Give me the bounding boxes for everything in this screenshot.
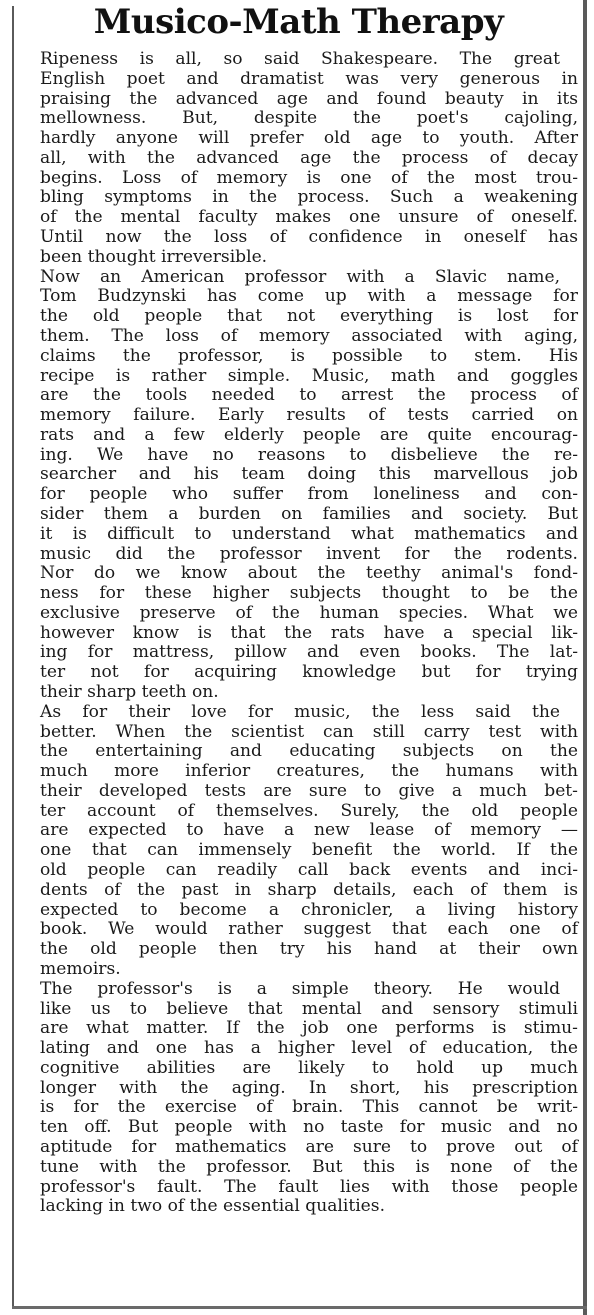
article-line: Nor do we know about the teethy animal's fond- xyxy=(40,563,579,584)
article-body xyxy=(22,50,578,1217)
article-line: Tom Budzynski has come up with a message for xyxy=(40,286,578,307)
article-line: ter account of themselves. Surely, the old people xyxy=(40,800,579,821)
article-line: one that can immensely benefit the world. If the xyxy=(40,840,578,861)
article-line: professor's fault. The fault lies with those people xyxy=(40,1176,579,1197)
article-line: The professor's is a simple theory. He would xyxy=(40,978,561,999)
article-line: ing for mattress, pillow and even books. The lat- xyxy=(40,642,579,663)
article-line: longer with the aging. In short, his prescription xyxy=(40,1077,579,1098)
article-line: the old people then try his hand at their own xyxy=(40,939,578,960)
article-line: much more inferior creatures, the humans with xyxy=(40,761,578,782)
article-line: claims the professor, is possible to stem. His xyxy=(40,345,579,366)
article-line: recipe is rather simple. Music, math and goggles xyxy=(40,365,579,386)
article-line: been thought irreversible. xyxy=(40,246,268,267)
article-line: are expected to have a new lease of memory — xyxy=(40,820,578,841)
article-line: memoirs. xyxy=(40,958,121,979)
article-line: expected to become a chronicler, a living history xyxy=(40,899,578,920)
article-line: them. The loss of memory associated with aging, xyxy=(40,325,579,346)
article-line: music did the professor invent for the rodents. xyxy=(40,543,578,564)
article-line: however know is that the rats have a special lik- xyxy=(40,622,578,643)
article-line: book. We would rather suggest that each one of xyxy=(40,919,579,940)
article-line: lating and one has a higher level of education, the xyxy=(40,1038,579,1059)
article-line: exclusive preserve of the human species. What we xyxy=(40,602,578,623)
article-line: ter not for acquiring knowledge but for trying xyxy=(40,662,578,683)
article-line: for people who suffer from loneliness and con- xyxy=(40,484,579,505)
article-line: of the mental faculty makes one unsure of oneself. xyxy=(40,207,578,228)
article-line: are the tools needed to arrest the process of xyxy=(40,385,578,406)
article-line: is for the exercise of brain. This cannot be writ- xyxy=(40,1097,579,1118)
article-line: all, with the advanced age the process of decay xyxy=(40,147,579,168)
article-paragraph xyxy=(22,50,578,268)
article-line: searcher and his team doing this marvellous job xyxy=(40,464,578,485)
article-paragraph xyxy=(22,268,578,703)
article-line: dents of the past in sharp details, each of them is xyxy=(40,879,579,900)
article-line: lacking in two of the essential qualities. xyxy=(40,1196,386,1217)
article-line: Until now the loss of confidence in oneself has xyxy=(40,227,578,248)
article-line: sider them a burden on families and society. But xyxy=(40,503,578,524)
article-line: the old people that not everything is lost for xyxy=(40,306,579,327)
article-line: praising the advanced age and found beauty in its xyxy=(40,88,578,109)
article-line: better. When the scientist can still carry test with xyxy=(40,721,578,742)
article-line: begins. Loss of memory is one of the most trou- xyxy=(40,167,579,188)
article-line: aptitude for mathematics are sure to prove out of xyxy=(40,1136,578,1157)
article-headline: Musico-Math Therapy xyxy=(93,2,504,42)
article-line: the entertaining and educating subjects on the xyxy=(40,741,579,762)
article-line: hardly anyone will prefer old age to youth. After xyxy=(40,128,579,149)
article-line: their developed tests are sure to give a much bet- xyxy=(40,780,578,801)
article-line: their sharp teeth on. xyxy=(40,682,219,702)
article-line: Ripeness is all, so said Shakespeare. The great xyxy=(40,49,560,69)
article-line: it is difficult to understand what mathematics and xyxy=(40,523,579,544)
article-paragraph xyxy=(22,980,578,1217)
clipping-left-border xyxy=(12,6,14,1309)
article-line: bling symptoms in the process. Such a weakening xyxy=(40,187,578,208)
article-line: rats and a few elderly people are quite encourag- xyxy=(40,424,579,445)
article-line: old people can readily call back events and inci- xyxy=(40,860,579,881)
article-line: English poet and dramatist was very generous in xyxy=(40,68,579,89)
article-line: ness for these higher subjects thought to be the xyxy=(40,583,579,604)
article-paragraph xyxy=(22,703,578,980)
clipping-right-border xyxy=(583,0,587,1315)
article-line: Now an American professor with a Slavic name, xyxy=(40,266,561,287)
article-line: tune with the professor. But this is none of the xyxy=(40,1156,579,1177)
article-line: cognitive abilities are likely to hold up much xyxy=(40,1057,578,1078)
article-line: As for their love for music, the less said the xyxy=(40,701,561,722)
article-line: like us to believe that mental and sensory stimuli xyxy=(40,998,578,1019)
clipping-bottom-border xyxy=(12,1306,587,1309)
article-line: ing. We have no reasons to disbelieve the re- xyxy=(40,444,579,465)
article-line: are what matter. If the job one performs is stimu- xyxy=(40,1018,578,1039)
article-line: ten off. But people with no taste for music and no xyxy=(40,1117,578,1138)
article-line: mellowness. But, despite the poet's cajoling, xyxy=(40,108,579,129)
article-line: memory failure. Early results of tests carried on xyxy=(40,405,579,426)
